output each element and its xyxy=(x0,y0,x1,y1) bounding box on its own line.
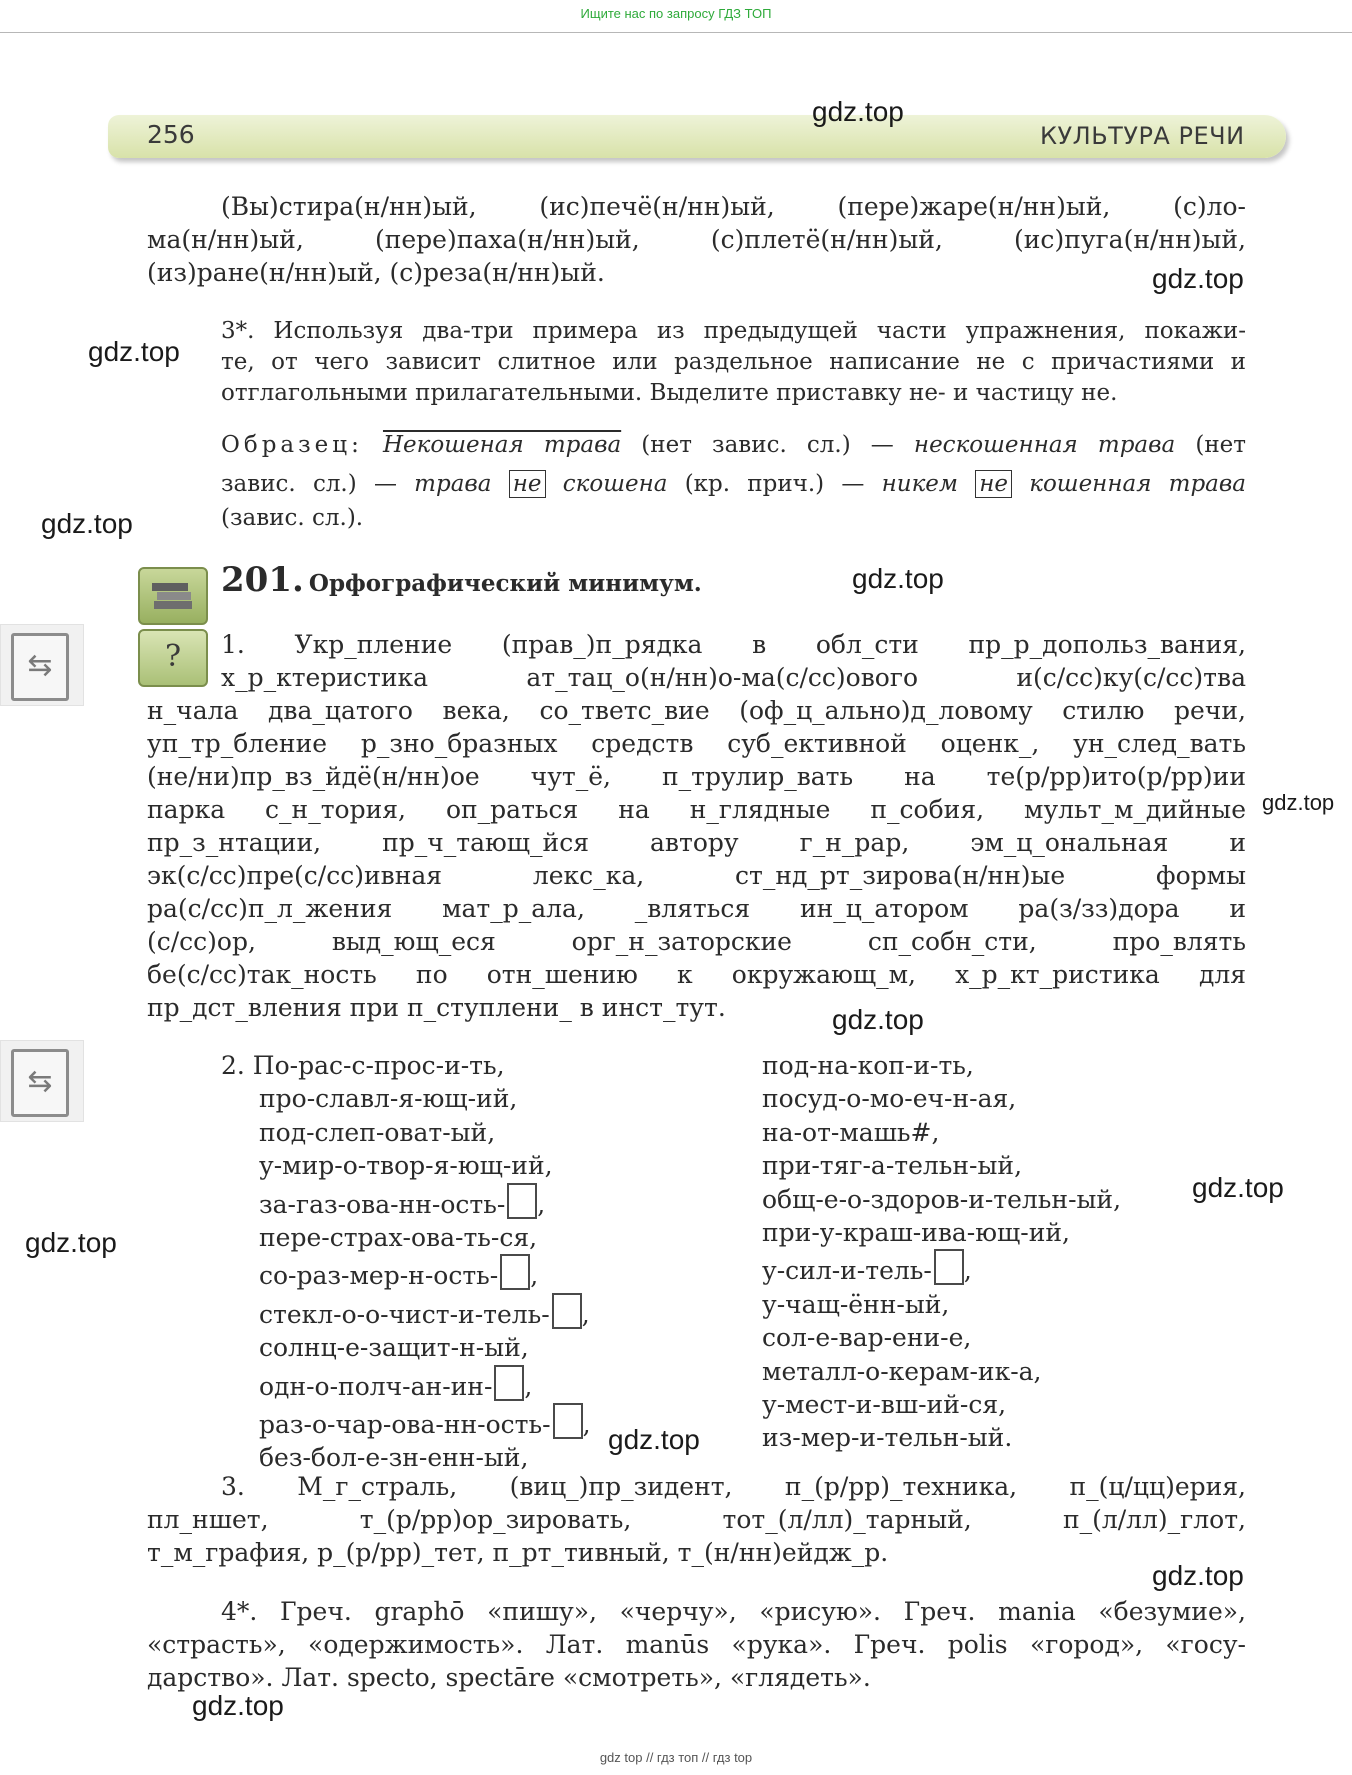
part1-line: бе(с/сс)так_ность по отн_шению к окружающ_м, х_р_кт_ристика для xyxy=(147,960,1246,989)
word-item: у-мест-и-вш-ий-ся, xyxy=(762,1390,1007,1420)
bottom-links[interactable]: gdz top // гдз топ // гдз top xyxy=(599,1750,753,1765)
watermark: gdz.top xyxy=(1262,790,1335,815)
sample-phrase: скошена xyxy=(562,471,668,497)
word-item: при-у-краш-ива-ющ-ий, xyxy=(762,1218,1070,1248)
sample-note: (нет завис. сл.) — xyxy=(641,432,894,458)
exercise-heading xyxy=(221,560,702,600)
word-item: металл-о-керам-ик-а, xyxy=(762,1356,1042,1386)
task3-line: те, от чего зависит слитное или раздельное написание не с причастиями и xyxy=(221,349,1246,375)
intro-paragraph xyxy=(147,190,1246,289)
watermark: gdz.top xyxy=(812,96,904,127)
word-item: у-чащ-ённ-ый, xyxy=(762,1289,950,1319)
word-item: посуд-о-мо-еч-н-ая, xyxy=(762,1084,1017,1114)
part1-line: н_чала два_цатого века, со_тветс_вие (оф_ц_ально)д_ловому стилю речи, xyxy=(147,696,1246,725)
word-item: при-тяг-а-тельн-ый, xyxy=(762,1151,1023,1181)
watermark: gdz.top xyxy=(852,563,944,594)
part4-paragraph xyxy=(147,1595,1246,1694)
top-note: Ищите нас по запросу ГДЗ ТОП xyxy=(580,6,772,21)
watermark: gdz.top xyxy=(832,1004,924,1035)
sample-phrase: Некошеная трава xyxy=(382,432,622,458)
watermark: gdz.top xyxy=(1152,1560,1244,1591)
word-item: солнц-е-защит-н-ый, xyxy=(259,1333,529,1363)
watermark: gdz.top xyxy=(608,1424,700,1455)
word-item: сол-е-вар-ени-е, xyxy=(762,1323,972,1353)
watermark: gdz.top xyxy=(1192,1172,1284,1203)
part3-line: т_м_графия, р_(р/рр)_тет, п_рт_тивный, т_(н/нн)ейдж_р. xyxy=(147,1538,889,1567)
watermark: gdz.top xyxy=(192,1690,284,1721)
part1-line: пр_дст_вления при п_ступлени_ в инст_тут. xyxy=(147,993,726,1022)
intro-line: (из)ране(н/нн)ый, (с)реза(н/нн)ый. xyxy=(147,258,605,287)
part1-line: (с/сс)ор, выд_ющ_еся орг_н_заторские сп_собн_сти, про_влять xyxy=(147,927,1246,956)
exercise-number: 201. xyxy=(221,560,304,600)
watermark: gdz.top xyxy=(88,336,180,367)
side-swap-icon[interactable]: ⇆ xyxy=(0,624,84,706)
word-item: у-сил-и-тель- , xyxy=(762,1249,1121,1287)
word-item: из-мер-и-тельн-ый. xyxy=(762,1423,1013,1453)
sample-phrase: трава xyxy=(414,471,492,497)
sample-phrase: нескошенная трава xyxy=(913,432,1176,458)
word-item: 2. По-рас-с-прос-и-ть, xyxy=(221,1051,505,1080)
task3-line: 3*. Используя два-три примера из предыдущей части упражнения, покажи- xyxy=(221,318,1246,344)
part3-line: 3. М_г_страль, (виц_)пр_зидент, п_(р/рр)_техника, п_(ц/цц)ерия, xyxy=(221,1472,1246,1501)
word-item: общ-е-о-здоров-и-тельн-ый, xyxy=(762,1184,1122,1214)
side-swap-icon[interactable]: ⇆ xyxy=(0,1040,84,1122)
sample-note: (завис. сл.). xyxy=(221,505,364,531)
top-divider xyxy=(0,32,1352,33)
part3-paragraph xyxy=(147,1470,1246,1569)
sample-particle-ne: не xyxy=(509,470,546,498)
watermark: gdz.top xyxy=(25,1227,117,1258)
part4-line: 4*. Греч. graphō «пишу», «черчу», «рисую». Греч. mania «безумие», xyxy=(221,1597,1246,1626)
part1-line: 1. Укр_пление (прав_)п_рядка в обл_сти пр_р_допольз_вания, xyxy=(221,630,1246,659)
watermark: gdz.top xyxy=(1152,263,1244,294)
sample-note: (кр. прич.) — xyxy=(684,471,865,497)
part1-line: пр_з_нтации, пр_ч_тающ_йся автору г_н_рар, эм_ц_ональная и xyxy=(147,828,1246,857)
part1-line: уп_тр_бление р_зно_бразных средств суб_ективной оценк_, ун_след_вать xyxy=(147,729,1246,758)
word-item: одн-о-полч-ан-ин- , xyxy=(221,1365,591,1403)
intro-line: ма(н/нн)ый, (пере)паха(н/нн)ый, (с)плетё(н/нн)ый, (ис)пуга(н/нн)ый, xyxy=(147,225,1246,254)
answer-box[interactable] xyxy=(507,1183,537,1219)
word-item: со-раз-мер-н-ость- , xyxy=(221,1254,591,1292)
sample-note: (нет xyxy=(1195,432,1247,458)
watermark: gdz.top xyxy=(41,508,133,539)
sample-label: Образец: xyxy=(221,432,363,458)
intro-line: (Вы)стира(н/нн)ый, (ис)печё(н/нн)ый, (пере)жаре(н/нн)ый, (с)ло- xyxy=(221,192,1246,221)
word-item: у-мир-о-твор-я-ющ-ий, xyxy=(259,1151,553,1181)
part1-line: (не/ни)пр_вз_йдё(н/нн)ое чут_ё, п_трулир_вать на те(р/рр)ито(р/рр)ии xyxy=(147,762,1246,791)
task3-line: отглагольными прилагательными. Выделите приставку не- и частицу не. xyxy=(221,380,1118,406)
part1-line: х_р_ктеристика ат_тац_о(н/нн)о-ма(с/сс)ового и(с/сс)ку(с/сс)тва xyxy=(221,663,1246,692)
part2-left-column xyxy=(221,1049,591,1475)
section-title: КУЛЬТУРА РЕЧИ xyxy=(1040,122,1245,150)
sample-phrase: никем xyxy=(881,471,958,497)
part1-paragraph xyxy=(147,628,1246,1024)
exercise-title: Орфографический минимум. xyxy=(308,570,702,597)
sample-particle-ne: не xyxy=(975,470,1012,498)
task3-sample xyxy=(221,426,1246,532)
part4-line: «страсть», «одержимость». Лат. manūs «рука». Греч. polis «город», «госу- xyxy=(147,1630,1246,1659)
sample-phrase: кошенная трава xyxy=(1029,471,1246,497)
part1-line: ра(с/сс)п_л_жения мат_р_ала, _вляться ин_ц_атором ра(з/зз)дора и xyxy=(147,894,1246,923)
word-item: без-бол-е-зн-енн-ый, xyxy=(259,1443,529,1473)
part4-line: дарство». Лат. specto, spectāre «смотреть», «глядеть». xyxy=(147,1663,871,1692)
books-icon xyxy=(138,567,208,625)
word-item: на-от-машь#, xyxy=(762,1117,940,1147)
word-item: за-газ-ова-нн-ость- , xyxy=(221,1183,591,1221)
word-item: стекл-о-о-чист-и-тель- , xyxy=(221,1293,591,1331)
word-item: пере-страх-ова-ть-ся, xyxy=(259,1223,538,1253)
answer-box[interactable] xyxy=(552,1293,582,1329)
sample-note: завис. сл.) — xyxy=(221,471,397,497)
answer-box[interactable] xyxy=(553,1403,583,1439)
part2-right-column xyxy=(762,1049,1121,1455)
question-book-icon: ? xyxy=(138,629,208,687)
answer-box[interactable] xyxy=(934,1249,964,1285)
part1-line: парка с_н_тория, оп_раться на н_глядные п_собия, мульт_м_дийные xyxy=(147,795,1246,824)
task3-paragraph xyxy=(221,316,1246,409)
word-item: раз-о-чар-ова-нн-ость- , xyxy=(221,1403,591,1441)
part1-line: эк(с/сс)пре(с/сс)ивная лекс_ка, ст_нд_рт_зирова(н/нн)ые формы xyxy=(147,861,1246,890)
answer-box[interactable] xyxy=(494,1365,524,1401)
answer-box[interactable] xyxy=(500,1254,530,1290)
word-item: под-на-коп-и-ть, xyxy=(762,1051,974,1080)
word-item: про-славл-я-ющ-ий, xyxy=(259,1084,518,1114)
page-number: 256 xyxy=(147,120,195,149)
part3-line: пл_ншет, т_(р/рр)ор_зировать, тот_(л/лл)_тарный, п_(л/лл)_глот, xyxy=(147,1505,1246,1534)
word-item: под-слеп-оват-ый, xyxy=(259,1117,496,1147)
